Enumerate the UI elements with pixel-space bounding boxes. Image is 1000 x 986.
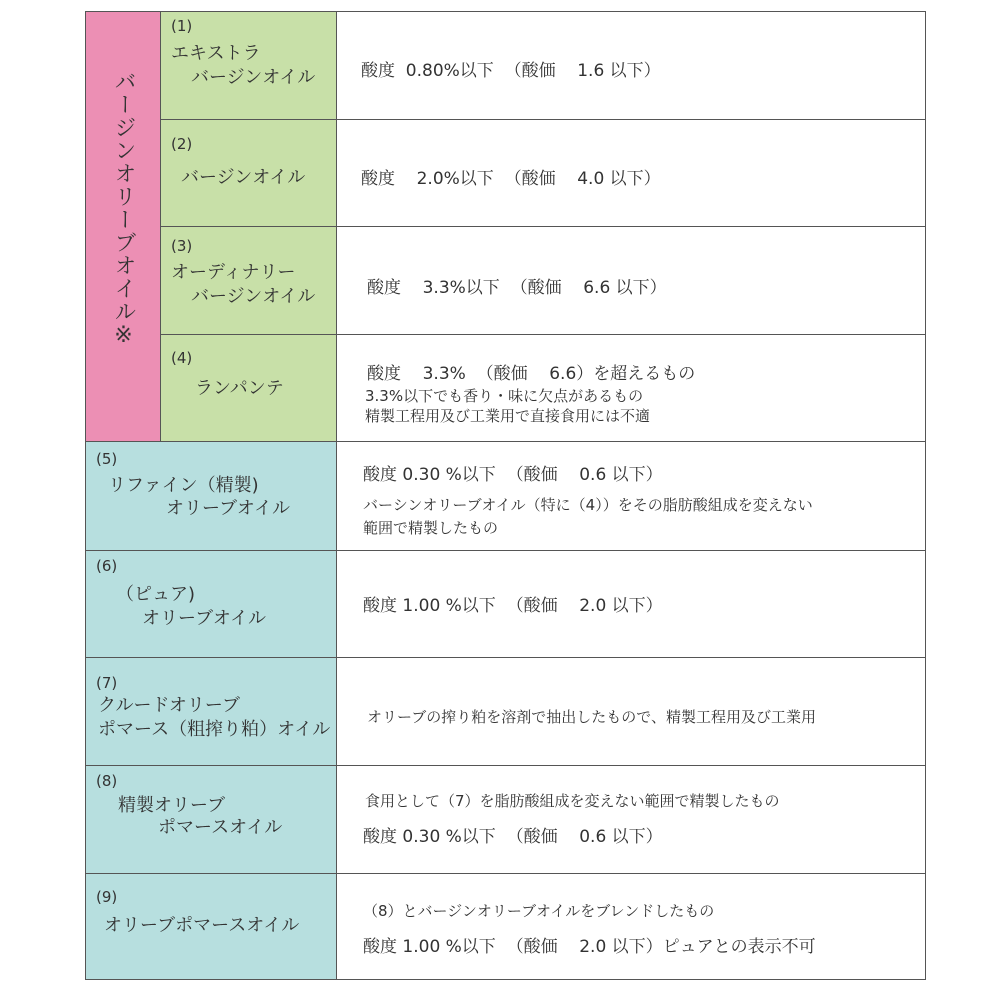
grade-desc-cell-2 (336, 119, 926, 227)
grade-desc-8-sub1: 酸度 0.30 %以下 （酸価 0.6 以下） (363, 827, 663, 847)
grade-number-4: (4) (171, 349, 193, 367)
grade-number-2: (2) (171, 135, 193, 153)
grade-number-5: (5) (96, 450, 118, 468)
grade-desc-cell-1 (336, 11, 926, 120)
grade-desc-9-sub1: 酸度 1.00 %以下 （酸価 2.0 以下）ピュアとの表示不可 (363, 937, 816, 957)
grade-name-4-line1: ランパンテ (195, 378, 284, 399)
grade-name-cell-6 (85, 550, 337, 658)
grade-name-cell-1 (160, 11, 337, 120)
grade-number-9: (9) (96, 888, 118, 906)
grade-name-3-line1: オーディナリー (171, 262, 296, 283)
grade-desc-4-sub2: 精製工程用及び工業用で直接食用には不適 (365, 407, 651, 425)
grade-desc-2-main: 酸度 2.0%以下 （酸価 4.0 以下） (361, 169, 661, 189)
grade-name-5-line2: オリーブオイル (166, 498, 291, 519)
grade-name-1-line1: エキストラ (171, 43, 261, 64)
grade-number-7: (7) (96, 674, 118, 692)
grade-name-6-line1: （ピュア) (116, 584, 196, 605)
grade-desc-cell-7 (336, 657, 926, 766)
grade-desc-5-sub2: 範囲で精製したもの (363, 519, 499, 537)
grade-number-1: (1) (171, 17, 193, 35)
grade-desc-8-main: 食用として（7）を脂肪酸組成を変えない範囲で精製したもの (365, 792, 780, 810)
grade-number-8: (8) (96, 772, 118, 790)
grade-desc-9-main: （8）とバージンオリーブオイルをブレンドしたもの (363, 902, 715, 920)
grade-name-9-line1: オリーブポマースオイル (104, 915, 300, 936)
grade-name-cell-8 (85, 765, 337, 874)
grade-desc-cell-9 (336, 873, 926, 980)
grade-desc-cell-3 (336, 226, 926, 335)
grade-number-3: (3) (171, 237, 193, 255)
grade-name-8-line1: 精製オリーブ (118, 795, 226, 816)
grade-desc-1-main: 酸度 0.80%以下 （酸価 1.6 以下） (361, 61, 661, 81)
grade-desc-3-main: 酸度 3.3%以下 （酸価 6.6 以下） (367, 278, 667, 298)
grade-desc-6-main: 酸度 1.00 %以下 （酸価 2.0 以下） (363, 596, 663, 616)
grade-desc-5-main: 酸度 0.30 %以下 （酸価 0.6 以下） (363, 465, 663, 485)
grade-desc-7-main: オリーブの搾り粕を溶剤で抽出したもので、精製工程用及び工業用 (367, 708, 816, 726)
grade-name-cell-5 (85, 441, 337, 551)
grade-desc-cell-5 (336, 441, 926, 551)
grade-name-cell-9 (85, 873, 337, 980)
grade-number-6: (6) (96, 557, 118, 575)
grade-name-8-line2: ポマースオイル (158, 817, 283, 838)
grade-desc-cell-6 (336, 550, 926, 658)
grade-name-cell-4 (160, 334, 337, 442)
grade-desc-4-sub1: 3.3%以下でも香り・味に欠点があるもの (365, 387, 644, 405)
grade-name-7-line1: クルードオリーブ (98, 695, 241, 716)
virgin-olive-oil-vertical-text: バージンオリーブオイル※ (111, 70, 136, 349)
grade-name-cell-3 (160, 226, 337, 335)
grade-name-cell-2 (160, 119, 337, 227)
grade-desc-cell-4 (336, 334, 926, 442)
grade-name-7-line2: ポマース（粗搾り粕）オイル (98, 719, 331, 740)
grade-name-3-line2: バージンオイル (191, 286, 316, 307)
grade-name-6-line2: オリーブオイル (142, 608, 267, 629)
grade-desc-4-main: 酸度 3.3% （酸価 6.6）を超えるもの (367, 364, 696, 384)
grade-name-5-line1: リファイン（精製) (108, 475, 259, 496)
grade-name-cell-7 (85, 657, 337, 766)
virgin-olive-oil-group-label (85, 11, 161, 442)
grade-desc-cell-8 (336, 765, 926, 874)
grade-name-1-line2: バージンオイル (191, 67, 316, 88)
grade-name-2-line1: バージンオイル (181, 167, 306, 188)
grade-desc-5-sub1: バーシンオリーブオイル（特に（4））をその脂肪酸組成を変えない (363, 496, 813, 514)
